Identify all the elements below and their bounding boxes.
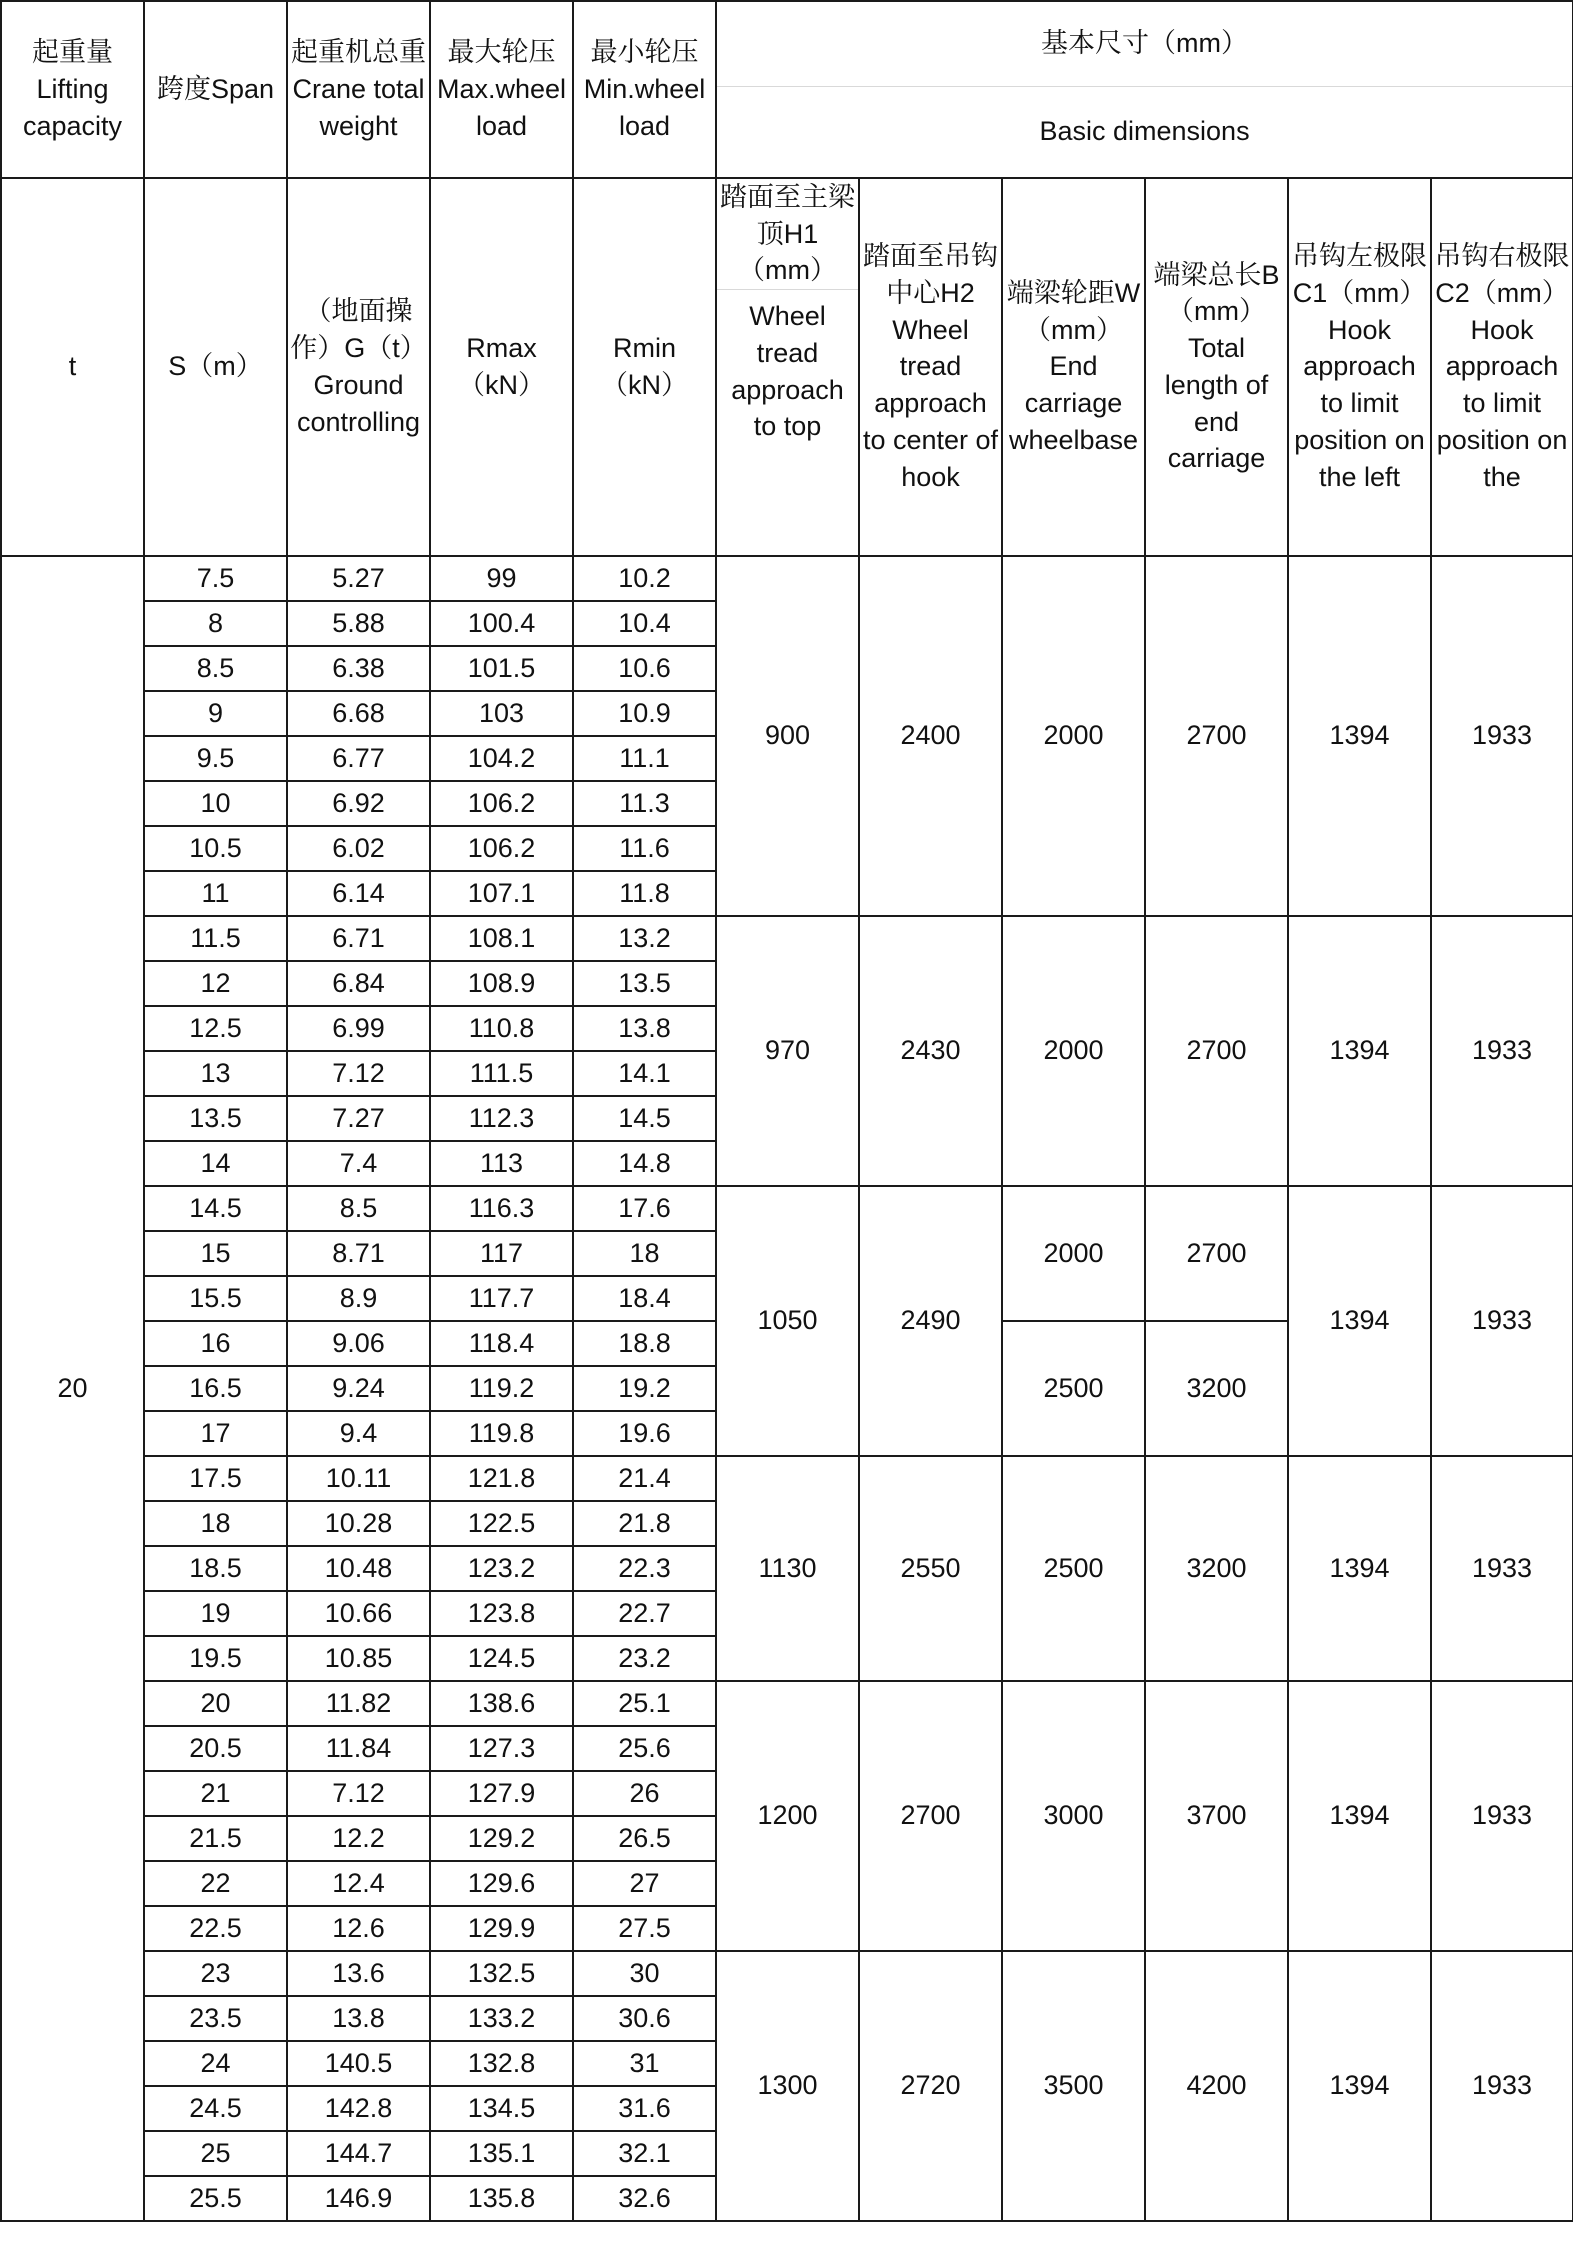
w-cell: 2500	[1002, 1456, 1145, 1681]
rmax-cell: 108.9	[430, 961, 573, 1006]
w-cell: 3000	[1002, 1681, 1145, 1951]
rmin-cell: 30.6	[573, 1996, 716, 2041]
weight-cell: 10.85	[287, 1636, 430, 1681]
header-min-wheel-load-en: Min.wheel load	[583, 74, 706, 141]
weight-cell: 9.06	[287, 1321, 430, 1366]
rmax-cell: 112.3	[430, 1096, 573, 1141]
span-cell: 16	[144, 1321, 287, 1366]
rmin-cell: 30	[573, 1951, 716, 1996]
weight-cell: 12.4	[287, 1861, 430, 1906]
rmax-cell: 106.2	[430, 781, 573, 826]
c1-cell: 1394	[1288, 1186, 1431, 1456]
unit-rmin	[573, 178, 716, 556]
c2-cell: 1933	[1431, 1681, 1573, 1951]
weight-cell: 12.2	[287, 1816, 430, 1861]
span-cell: 15.5	[144, 1276, 287, 1321]
span-cell: 18.5	[144, 1546, 287, 1591]
rmin-cell: 18	[573, 1231, 716, 1276]
weight-cell: 6.77	[287, 736, 430, 781]
rmin-cell: 19.6	[573, 1411, 716, 1456]
weight-cell: 13.8	[287, 1996, 430, 2041]
weight-cell: 7.4	[287, 1141, 430, 1186]
header-max-wheel-load	[430, 1, 573, 178]
span-cell: 9	[144, 691, 287, 736]
h1-cell: 1300	[716, 1951, 859, 2221]
rmin-cell: 11.8	[573, 871, 716, 916]
weight-cell: 146.9	[287, 2176, 430, 2221]
rmin-cell: 26.5	[573, 1816, 716, 1861]
span-cell: 21.5	[144, 1816, 287, 1861]
rmax-cell: 129.9	[430, 1906, 573, 1951]
weight-cell: 9.4	[287, 1411, 430, 1456]
rmax-cell: 127.3	[430, 1726, 573, 1771]
b-cell: 2700	[1145, 1186, 1288, 1321]
header-c1-en: Hook approach to limit position on the left	[1294, 314, 1425, 492]
h2-cell: 2700	[859, 1681, 1002, 1951]
w-cell: 3500	[1002, 1951, 1145, 2221]
table-row	[1, 556, 1573, 601]
header-c1-cn: 吊钩左极限C1（mm）	[1292, 241, 1427, 309]
rmax-cell: 138.6	[430, 1681, 573, 1726]
rmin-cell: 10.6	[573, 646, 716, 691]
weight-cell: 5.88	[287, 601, 430, 646]
rmax-cell: 111.5	[430, 1051, 573, 1096]
rmin-cell: 17.6	[573, 1186, 716, 1231]
span-cell: 25	[144, 2131, 287, 2176]
rmax-cell: 129.6	[430, 1861, 573, 1906]
weight-cell: 6.84	[287, 961, 430, 1006]
rmin-cell: 10.2	[573, 556, 716, 601]
unit-crane-weight-en: Ground controlling	[296, 369, 421, 437]
weight-cell: 8.71	[287, 1231, 430, 1276]
rmax-cell: 132.8	[430, 2041, 573, 2086]
c2-cell: 1933	[1431, 1951, 1573, 2221]
weight-cell: 6.71	[287, 916, 430, 961]
unit-capacity: t	[1, 178, 144, 556]
rmax-cell: 135.8	[430, 2176, 573, 2221]
span-cell: 17.5	[144, 1456, 287, 1501]
span-cell: 9.5	[144, 736, 287, 781]
rmin-cell: 13.2	[573, 916, 716, 961]
rmin-cell: 25.1	[573, 1681, 716, 1726]
span-cell: 11	[144, 871, 287, 916]
rmin-cell: 31	[573, 2041, 716, 2086]
span-cell: 19.5	[144, 1636, 287, 1681]
rmin-cell: 32.1	[573, 2131, 716, 2176]
rmax-cell: 116.3	[430, 1186, 573, 1231]
rmin-cell: 14.1	[573, 1051, 716, 1096]
header-b-cn: 端梁总长B（mm）	[1153, 259, 1280, 327]
rmin-cell: 10.9	[573, 691, 716, 736]
weight-cell: 7.12	[287, 1051, 430, 1096]
span-cell: 12.5	[144, 1006, 287, 1051]
span-cell: 14	[144, 1141, 287, 1186]
c2-cell: 1933	[1431, 1186, 1573, 1456]
header-w-en: End carriage wheelbase	[1008, 351, 1139, 455]
weight-cell: 6.99	[287, 1006, 430, 1051]
header-c2-cn: 吊钩右极限C2（mm）	[1434, 241, 1570, 309]
span-cell: 12	[144, 961, 287, 1006]
b-cell: 3200	[1145, 1456, 1288, 1681]
w-cell: 2000	[1002, 916, 1145, 1186]
rmin-cell: 21.8	[573, 1501, 716, 1546]
header-b-en: Total length of end carriage	[1164, 333, 1269, 474]
rmin-cell: 18.4	[573, 1276, 716, 1321]
rmin-cell: 31.6	[573, 2086, 716, 2131]
span-cell: 10.5	[144, 826, 287, 871]
header-span	[144, 1, 287, 178]
table-row	[1, 1681, 1573, 1726]
weight-cell: 7.27	[287, 1096, 430, 1141]
b-cell: 2700	[1145, 556, 1288, 916]
header-c1	[1288, 178, 1431, 556]
capacity-value: 20	[1, 556, 144, 2221]
header-w	[1002, 178, 1145, 556]
rmax-cell: 113	[430, 1141, 573, 1186]
w-cell: 2000	[1002, 556, 1145, 916]
rmin-cell: 18.8	[573, 1321, 716, 1366]
c1-cell: 1394	[1288, 1951, 1431, 2221]
weight-cell: 8.9	[287, 1276, 430, 1321]
h1-cell: 1050	[716, 1186, 859, 1456]
c1-cell: 1394	[1288, 916, 1431, 1186]
rmax-cell: 118.4	[430, 1321, 573, 1366]
h2-cell: 2430	[859, 916, 1002, 1186]
header-lifting-capacity-cn: 起重量	[32, 37, 113, 68]
rmax-cell: 100.4	[430, 601, 573, 646]
weight-cell: 10.48	[287, 1546, 430, 1591]
weight-cell: 6.92	[287, 781, 430, 826]
span-cell: 24	[144, 2041, 287, 2086]
unit-rmax-symbol: Rmax	[466, 333, 537, 364]
rmin-cell: 27.5	[573, 1906, 716, 1951]
span-cell: 11.5	[144, 916, 287, 961]
rmax-cell: 104.2	[430, 736, 573, 781]
h1-cell: 1200	[716, 1681, 859, 1951]
rmax-cell: 121.8	[430, 1456, 573, 1501]
unit-rmin-unit: （kN）	[601, 369, 688, 400]
rmax-cell: 106.2	[430, 826, 573, 871]
header-c2	[1431, 178, 1573, 556]
c2-cell: 1933	[1431, 1456, 1573, 1681]
rmax-cell: 134.5	[430, 2086, 573, 2131]
b-cell: 4200	[1145, 1951, 1288, 2221]
header-lifting-capacity	[1, 1, 144, 178]
h1-cell: 1130	[716, 1456, 859, 1681]
header-h2-cn: 踏面至吊钩中心H2	[863, 241, 998, 309]
rmax-cell: 122.5	[430, 1501, 573, 1546]
rmax-cell: 110.8	[430, 1006, 573, 1051]
header-crane-weight	[287, 1, 430, 178]
header-min-wheel-load-cn: 最小轮压	[590, 37, 699, 68]
header-basic-dimensions-cn: 基本尺寸（mm）	[716, 1, 1573, 86]
header-lifting-capacity-en: Lifting capacity	[22, 74, 123, 141]
span-cell: 10	[144, 781, 287, 826]
span-cell: 17	[144, 1411, 287, 1456]
unit-crane-weight	[287, 178, 430, 556]
rmax-cell: 124.5	[430, 1636, 573, 1681]
h2-cell: 2720	[859, 1951, 1002, 2221]
unit-rmax	[430, 178, 573, 556]
header-crane-weight-en: Crane total weight	[292, 74, 425, 141]
c1-cell: 1394	[1288, 1456, 1431, 1681]
w-cell: 2000	[1002, 1186, 1145, 1321]
h2-cell: 2550	[859, 1456, 1002, 1681]
header-basic-dimensions-en: Basic dimensions	[716, 86, 1573, 178]
weight-cell: 5.27	[287, 556, 430, 601]
header-crane-weight-cn: 起重机总重	[291, 37, 426, 68]
header-h1-en: Wheel tread approach to top	[716, 290, 859, 556]
rmin-cell: 11.6	[573, 826, 716, 871]
header-c2-en: Hook approach to limit position on the	[1436, 314, 1568, 492]
unit-rmax-unit: （kN）	[458, 369, 545, 400]
rmax-cell: 119.2	[430, 1366, 573, 1411]
header-b	[1145, 178, 1288, 556]
weight-cell: 144.7	[287, 2131, 430, 2176]
b-cell: 3200	[1145, 1321, 1288, 1456]
b-cell: 2700	[1145, 916, 1288, 1186]
rmin-cell: 32.6	[573, 2176, 716, 2221]
rmin-cell: 13.5	[573, 961, 716, 1006]
rmax-cell: 127.9	[430, 1771, 573, 1816]
span-cell: 18	[144, 1501, 287, 1546]
rmax-cell: 129.2	[430, 1816, 573, 1861]
c2-cell: 1933	[1431, 556, 1573, 916]
weight-cell: 140.5	[287, 2041, 430, 2086]
b-cell: 3700	[1145, 1681, 1288, 1951]
rmax-cell: 117.7	[430, 1276, 573, 1321]
weight-cell: 11.84	[287, 1726, 430, 1771]
weight-cell: 142.8	[287, 2086, 430, 2131]
rmax-cell: 123.2	[430, 1546, 573, 1591]
rmin-cell: 26	[573, 1771, 716, 1816]
span-cell: 20	[144, 1681, 287, 1726]
h2-cell: 2400	[859, 556, 1002, 916]
span-cell: 15	[144, 1231, 287, 1276]
span-cell: 16.5	[144, 1366, 287, 1411]
unit-rmin-symbol: Rmin	[612, 333, 676, 364]
h1-cell: 970	[716, 916, 859, 1186]
span-cell: 8	[144, 601, 287, 646]
rmax-cell: 119.8	[430, 1411, 573, 1456]
table-row	[1, 1951, 1573, 1996]
weight-cell: 6.14	[287, 871, 430, 916]
span-cell: 19	[144, 1591, 287, 1636]
table-row	[1, 1456, 1573, 1501]
rmax-cell: 108.1	[430, 916, 573, 961]
weight-cell: 7.12	[287, 1771, 430, 1816]
header-max-wheel-load-cn: 最大轮压	[447, 37, 556, 68]
span-cell: 13.5	[144, 1096, 287, 1141]
rmax-cell: 101.5	[430, 646, 573, 691]
h1-cell: 900	[716, 556, 859, 916]
span-cell: 7.5	[144, 556, 287, 601]
header-w-cn: 端梁轮距W（mm）	[1006, 278, 1141, 345]
span-cell: 8.5	[144, 646, 287, 691]
rmin-cell: 21.4	[573, 1456, 716, 1501]
rmax-cell: 132.5	[430, 1951, 573, 1996]
span-cell: 20.5	[144, 1726, 287, 1771]
span-cell: 21	[144, 1771, 287, 1816]
weight-cell: 13.6	[287, 1951, 430, 1996]
weight-cell: 11.82	[287, 1681, 430, 1726]
rmin-cell: 23.2	[573, 1636, 716, 1681]
table-row	[1, 916, 1573, 961]
rmax-cell: 133.2	[430, 1996, 573, 2041]
weight-cell: 12.6	[287, 1906, 430, 1951]
header-h2-en: Wheel tread approach to center of hook	[862, 314, 999, 492]
rmax-cell: 117	[430, 1231, 573, 1276]
rmin-cell: 27	[573, 1861, 716, 1906]
rmax-cell: 123.8	[430, 1591, 573, 1636]
weight-cell: 6.38	[287, 646, 430, 691]
span-cell: 24.5	[144, 2086, 287, 2131]
rmax-cell: 135.1	[430, 2131, 573, 2176]
header-min-wheel-load	[573, 1, 716, 178]
c1-cell: 1394	[1288, 556, 1431, 916]
rmax-cell: 99	[430, 556, 573, 601]
table-row	[1, 1186, 1573, 1231]
rmin-cell: 13.8	[573, 1006, 716, 1051]
span-cell: 23	[144, 1951, 287, 1996]
c1-cell: 1394	[1288, 1681, 1431, 1951]
weight-cell: 9.24	[287, 1366, 430, 1411]
weight-cell: 10.28	[287, 1501, 430, 1546]
rmax-cell: 103	[430, 691, 573, 736]
c2-cell: 1933	[1431, 916, 1573, 1186]
span-cell: 22	[144, 1861, 287, 1906]
header-span-text: 跨度Span	[156, 74, 275, 105]
weight-cell: 10.66	[287, 1591, 430, 1636]
span-cell: 23.5	[144, 1996, 287, 2041]
header-h2	[859, 178, 1002, 556]
span-cell: 13	[144, 1051, 287, 1096]
rmin-cell: 11.1	[573, 736, 716, 781]
rmin-cell: 22.3	[573, 1546, 716, 1591]
header-h1-cn: 踏面至主梁顶H1（mm）	[716, 178, 859, 290]
rmin-cell: 19.2	[573, 1366, 716, 1411]
weight-cell: 10.11	[287, 1456, 430, 1501]
rmin-cell: 11.3	[573, 781, 716, 826]
weight-cell: 8.5	[287, 1186, 430, 1231]
weight-cell: 6.68	[287, 691, 430, 736]
header-max-wheel-load-en: Max.wheel load	[436, 74, 567, 141]
rmax-cell: 107.1	[430, 871, 573, 916]
w-cell: 2500	[1002, 1321, 1145, 1456]
span-cell: 14.5	[144, 1186, 287, 1231]
span-cell: 25.5	[144, 2176, 287, 2221]
weight-cell: 6.02	[287, 826, 430, 871]
h2-cell: 2490	[859, 1186, 1002, 1456]
rmin-cell: 22.7	[573, 1591, 716, 1636]
unit-span: S（m）	[144, 178, 287, 556]
rmin-cell: 14.5	[573, 1096, 716, 1141]
span-cell: 22.5	[144, 1906, 287, 1951]
rmin-cell: 10.4	[573, 601, 716, 646]
rmin-cell: 14.8	[573, 1141, 716, 1186]
unit-crane-weight-cn: （地面操作）G（t）	[290, 296, 427, 364]
rmin-cell: 25.6	[573, 1726, 716, 1771]
